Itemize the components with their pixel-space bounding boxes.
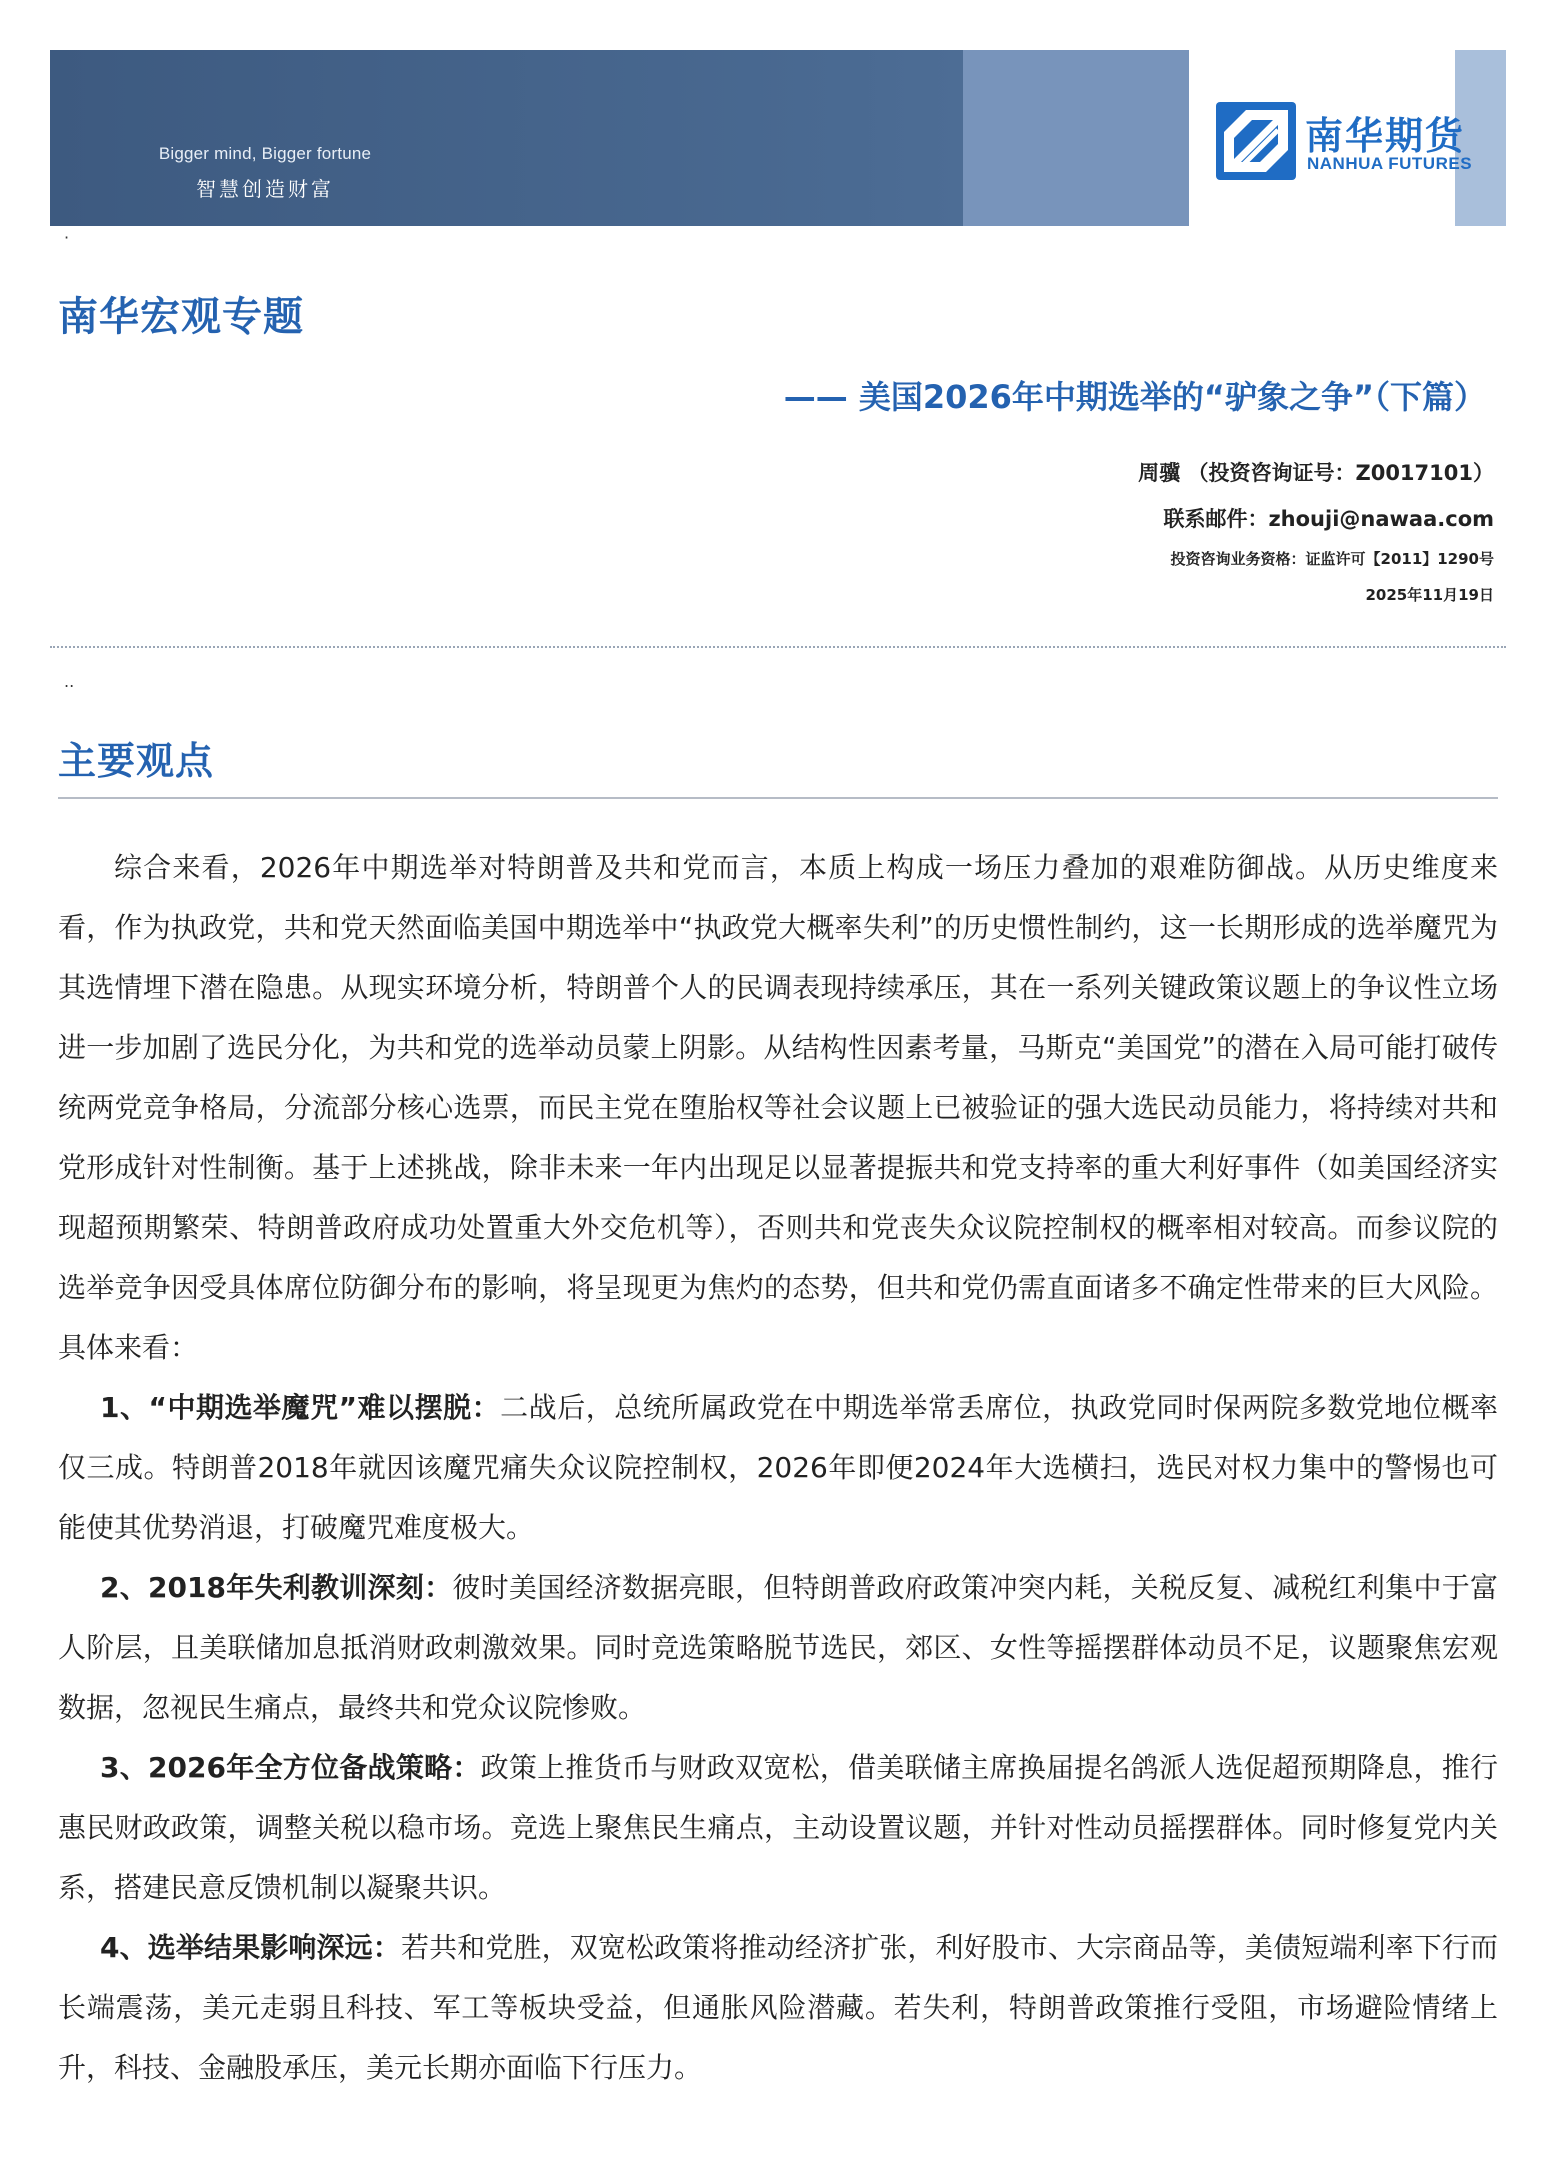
dotted-divider xyxy=(50,646,1506,648)
email-line: 联系邮件：zhouji@nawaa.com xyxy=(1163,507,1494,531)
section-heading-key-points: 主要观点 xyxy=(58,739,215,783)
report-date: 2025年11月19日 xyxy=(1365,586,1494,604)
logo-company-name-chinese: 南华期货 xyxy=(1305,114,1466,158)
banner-tagline-chinese: 智慧创造财富 xyxy=(196,177,334,201)
report-subtitle: —— 美国2026年中期选举的“驴象之争”（下篇） xyxy=(783,378,1486,416)
key-point-4-lead: 4、选举结果影响深远： xyxy=(100,1931,401,1964)
key-point-4-text: 若共和党胜，双宽松政策将推动经济扩张，利好股市、大宗商品等，美债短端利率下行而长端震荡，美元走弱且科技、军工等板块受益，但通胀风险潜藏。若失利，特朗普政策推行受阻，市场避险情绪上升，科技、金融股承压，美元长期亦面临下行压力。 xyxy=(58,1931,1498,2084)
logo-company-name-english: NANHUA FUTURES xyxy=(1307,154,1473,173)
key-point-3-lead: 3、2026年全方位备战策略： xyxy=(100,1751,481,1784)
key-point-2 xyxy=(58,1558,1498,1738)
key-point-2-text: 彼时美国经济数据亮眼，但特朗普政府政策冲突内耗，关税反复、减税红利集中于富人阶层，且美联储加息抵消财政刺激效果。同时竞选策略脱节选民，郊区、女性等摇摆群体动员不足，议题聚焦宏观数据，忽视民生痛点，最终共和党众议院惨败。 xyxy=(58,1571,1498,1724)
banner-panel-middle xyxy=(963,50,1189,226)
key-point-3-text: 政策上推货币与财政双宽松，借美联储主席换届提名鸽派人选促超预期降息，推行惠民财政政策，调整关税以稳市场。竞选上聚焦民生痛点，主动设置议题，并针对性动员摇摆群体。同时修复党内关系，搭建民意反馈机制以凝聚共识。 xyxy=(58,1751,1498,1904)
key-point-3 xyxy=(58,1738,1498,1918)
section-divider xyxy=(58,797,1498,799)
stray-mark-two: .. xyxy=(64,672,75,691)
key-point-1-lead: 1、“中期选举魔咒”难以摆脱： xyxy=(100,1391,501,1424)
intro-paragraph: 综合来看，2026年中期选举对特朗普及共和党而言，本质上构成一场压力叠加的艰难防御战。从历史维度来看，作为执政党，共和党天然面临美国中期选举中“执政党大概率失利”的历史惯性制约，这一长期形成的选举魔咒为其选情埋下潜在隐患。从现实环境分析，特朗普个人的民调表现持续承压，其在一系列关键政策议题上的争议性立场进一步加剧了选民分化，为共和党的选举动员蒙上阴影。从结构性因素考量，马斯克“美国党”的潜在入局可能打破传统两党竞争格局，分流部分核心选票，而民主党在堕胎权等社会议题上已被验证的强大选民动员能力，将持续对共和党形成针对性制衡。基于上述挑战，除非未来一年内出现足以显著提振共和党支持率的重大利好事件（如美国经济实现超预期繁荣、特朗普政府成功处置重大外交危机等），否则共和党丧失众议院控制权的概率相对较高。而参议院的选举竞争因受具体席位防御分布的影响，将呈现更为焦灼的态势，但共和党仍需直面诸多不确定性带来的巨大风险。具体来看： xyxy=(58,851,1498,1364)
nanhua-logo-icon xyxy=(1216,102,1296,180)
stray-mark-one: · xyxy=(64,228,70,247)
key-point-1-text: 二战后，总统所属政党在中期选举常丢席位，执政党同时保两院多数党地位概率仅三成。特朗普2018年就因该魔咒痛失众议院控制权，2026年即便2024年大选横扫，选民对权力集中的警惕也可能使其优势消退，打破魔咒难度极大。 xyxy=(58,1391,1498,1544)
banner-tagline-english: Bigger mind, Bigger fortune xyxy=(158,144,372,163)
key-point-2-lead: 2、2018年失利教训深刻： xyxy=(100,1571,453,1604)
header-banner xyxy=(50,50,1506,226)
report-series-title: 南华宏观专题 xyxy=(58,294,304,340)
key-point-1 xyxy=(58,1378,1498,1558)
key-point-4 xyxy=(58,1918,1498,2098)
main-body-text xyxy=(58,838,1498,2098)
license-line: 投资咨询业务资格：证监许可【2011】1290号 xyxy=(1170,550,1494,568)
author-line: 周骥 （投资咨询证号：Z0017101） xyxy=(1138,461,1494,485)
